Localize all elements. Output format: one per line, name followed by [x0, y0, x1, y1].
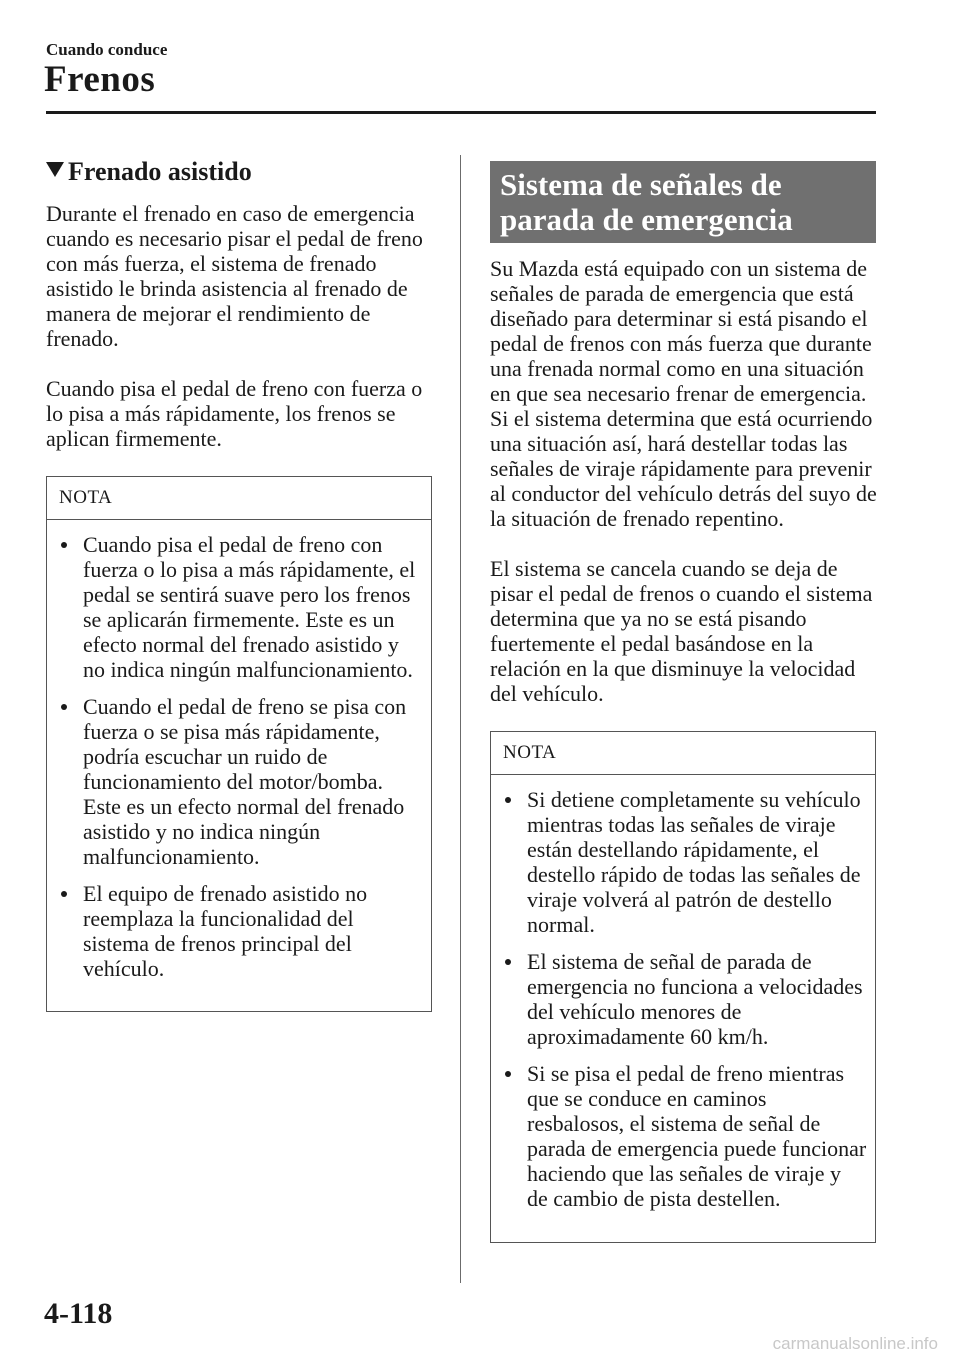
banner-line: Sistema de señales de — [500, 167, 782, 202]
page-number: 4-118 — [44, 1297, 113, 1330]
note-item — [503, 1061, 867, 1211]
note-item-text: Si se pisa el pedal de freno mientras que se conduce en caminos resbalosos, el sistema de señal de parada de emergencia puede funcionar haciendo que las señales de viraje y de cambio de pista destellen. — [527, 1061, 867, 1211]
column-divider — [460, 155, 461, 1283]
paragraph-brake-assist-firm: Cuando pisa el pedal de freno con fuerza o lo pisa a más rápidamente, los frenos se aplican firmemente. — [46, 376, 423, 451]
bullet-icon — [61, 542, 67, 548]
note-item — [59, 532, 423, 682]
section-heading-text: Frenado asistido — [68, 157, 252, 186]
bullet-icon — [61, 704, 67, 710]
note-label: NOTA — [491, 732, 875, 775]
bullet-icon — [505, 797, 511, 803]
triangle-down-icon — [46, 162, 64, 177]
bullet-icon — [505, 1071, 511, 1077]
note-box-emergency-stop — [490, 731, 876, 1243]
banner-line: parada de emergencia — [500, 202, 793, 237]
header-rule — [46, 111, 876, 114]
note-item — [503, 787, 867, 937]
note-box-brake-assist — [46, 476, 432, 1012]
note-label: NOTA — [47, 477, 431, 520]
chapter-title: Frenos — [44, 59, 156, 100]
bullet-icon — [61, 891, 67, 897]
section-banner-emergency-stop-signal — [490, 161, 876, 243]
paragraph-emergency-stop-intro: Su Mazda está equipado con un sistema de señales de parada de emergencia que está diseñado para determinar si está pisando el pedal de frenos con más fuerza que durante una frenada normal como en una situación en que sea necesario frenar de emergencia. Si el sistema determina que está ocurriendo una situación así, hará destellar todas las señales de viraje rápidamente para prevenir al conductor del vehículo detrás del suyo de la situación de frenado repentino. — [490, 256, 877, 531]
note-item-text: Cuando pisa el pedal de freno con fuerza o lo pisa a más rápidamente, el pedal se sentirá suave pero los frenos se aplicarán firmemente. Este es un efecto normal del frenado asistido y no indica ningún malfuncionamiento. — [83, 532, 416, 682]
running-head: Cuando conduce — [46, 40, 168, 59]
watermark: carmanualsonline.info — [772, 1334, 938, 1353]
bullet-icon — [505, 959, 511, 965]
note-item-text: Cuando el pedal de freno se pisa con fuerza o se pisa más rápidamente, podría escuchar un ruido de funcionamiento del motor/bomba. Este es un efecto normal del frenado asistido y no indica ningún malfuncionamiento. — [83, 694, 407, 869]
note-body — [491, 775, 875, 1211]
paragraph-brake-assist-intro: Durante el frenado en caso de emergencia cuando es necesario pisar el pedal de freno con más fuerza, el sistema de frenado asistido le brinda asistencia al frenado de manera de mejorar el rendimiento de frenado. — [46, 201, 423, 351]
note-item-text: Si detiene completamente su vehículo mientras todas las señales de viraje están destellando rápidamente, el destello rápido de todas las señales de viraje volverá al patrón de destello normal. — [527, 787, 861, 937]
note-body — [47, 520, 431, 981]
note-item — [59, 694, 423, 869]
paragraph-emergency-stop-cancel: El sistema se cancela cuando se deja de pisar el pedal de frenos o cuando el sistema determina que ya no se está pisando fuertemente el pedal basándose en la relación en la que disminuye la velocidad del vehículo. — [490, 556, 873, 706]
note-item — [503, 949, 867, 1049]
note-item — [59, 881, 423, 981]
section-heading-frenado-asistido — [46, 157, 252, 187]
note-item-text: El sistema de señal de parada de emergencia no funciona a velocidades del vehículo menores de aproximadamente 60 km/h. — [527, 949, 863, 1049]
note-item-text: El equipo de frenado asistido no reemplaza la funcionalidad del sistema de frenos principal del vehículo. — [83, 881, 368, 981]
